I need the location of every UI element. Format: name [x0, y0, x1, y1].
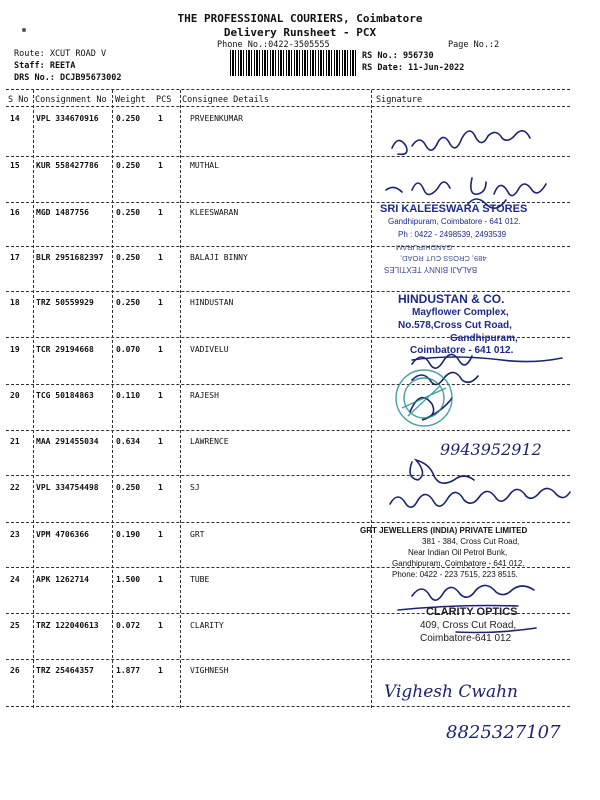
stamp-hindustan-line4: Coimbatore - 641 012.: [410, 345, 514, 356]
stamp-binny-mirrored-1: BALAJI BINNY TEXTILES: [384, 265, 478, 274]
staff-label: Staff: REETA: [14, 61, 76, 71]
stamp-clarity-name: CLARITY OPTICS: [426, 606, 518, 618]
col-consignment: Consignment No: [35, 95, 107, 105]
row-consignee: RAJESH: [190, 391, 219, 400]
signature-scribble: [412, 585, 534, 600]
stamp-hindustan-name: HINDUSTAN & CO.: [398, 292, 505, 306]
row-weight: 0.634: [116, 437, 141, 446]
row-consignee: MUTHAL: [190, 161, 219, 170]
stamp-kaleeswara-name: SRI KALEESWARA STORES: [380, 203, 528, 215]
row-weight: 0.072: [116, 621, 141, 630]
col-sno: S No: [8, 95, 29, 105]
row-consignment: TCR 29194668: [36, 345, 94, 354]
rs-date: RS Date: 11-Jun-2022: [362, 63, 465, 73]
row-sno: 21: [10, 437, 20, 446]
row-consignee: BALAJI BINNY: [190, 253, 248, 262]
row-weight: 1.877: [116, 666, 141, 675]
stamp-grt-line3: Gandhipuram, Coimbatore - 641 012.: [392, 559, 525, 568]
handwritten-name-26: Vighesh Cwahn: [384, 682, 518, 702]
row-pcs: 1: [158, 391, 163, 400]
stamp-binny-mirrored-3: GANDHIPURAM: [396, 243, 453, 252]
row-weight: 0.250: [116, 253, 141, 262]
company-title: THE PROFESSIONAL COURIERS, Coimbatore: [177, 12, 423, 25]
stamp-kaleeswara-address: Gandhipuram, Coimbatore - 641 012.: [388, 217, 521, 226]
signature-scribble: [392, 131, 530, 155]
route-label: Route: XCUT ROAD V: [14, 49, 107, 59]
row-consignee: CLARITY: [190, 621, 224, 630]
stamp-kaleeswara-phone: Ph : 0422 - 2498539, 2493539: [398, 230, 507, 239]
row-consignee: LAWRENCE: [190, 437, 229, 446]
row-sno: 15: [10, 161, 20, 170]
barcode-image: [230, 50, 356, 76]
signature-scribble: [412, 357, 562, 362]
row-consignment: MAA 291455034: [36, 437, 99, 446]
row-weight: 0.250: [116, 161, 141, 170]
drs-number: DRS No.: DCJB95673002: [14, 73, 122, 83]
row-weight: 0.070: [116, 345, 141, 354]
stamp-clarity-line1: 409, Cross Cut Road,: [420, 620, 517, 631]
row-pcs: 1: [158, 621, 163, 630]
row-consignment: TRZ 50559929: [36, 298, 94, 307]
row-pcs: 1: [158, 208, 163, 217]
col-divider: [180, 90, 181, 708]
row-pcs: 1: [158, 253, 163, 262]
row-sno: 14: [10, 114, 20, 123]
signature-scribble: [386, 178, 546, 196]
row-weight: 0.250: [116, 298, 141, 307]
row-consignee: KLEESWARAN: [190, 208, 239, 217]
row-weight: 0.110: [116, 391, 141, 400]
row-pcs: 1: [158, 161, 163, 170]
row-sno: 16: [10, 208, 20, 217]
col-signature: Signature: [376, 95, 423, 105]
stamp-grt-line1: 381 - 384, Cross Cut Road,: [422, 537, 520, 546]
row-weight: 0.250: [116, 483, 141, 492]
row-consignee: PRVEENKUMAR: [190, 114, 243, 123]
handwritten-phone-21: 9943952912: [440, 440, 542, 459]
row-consignment: VPM 4706366: [36, 530, 89, 539]
row-sno: 22: [10, 483, 20, 492]
row-pcs: 1: [158, 575, 163, 584]
row-sno: 24: [10, 575, 20, 584]
row-pcs: 1: [158, 437, 163, 446]
header-rule-bottom: [6, 106, 570, 107]
row-consignment: TRZ 25464357: [36, 666, 94, 675]
runsheet-subtitle: Delivery Runsheet - PCX: [223, 26, 377, 39]
row-consignee: HINDUSTAN: [190, 298, 234, 307]
row-consignee: VADIVELU: [190, 345, 229, 354]
round-seal-icon: [396, 370, 452, 426]
row-consignment: VPL 334754498: [36, 483, 99, 492]
col-consignee: Consignee Details: [182, 95, 269, 105]
row-consignee: SJ: [190, 483, 200, 492]
stamp-clarity-line2: Coimbatore-641 012: [420, 633, 512, 644]
row-sno: 26: [10, 666, 20, 675]
row-sno: 20: [10, 391, 20, 400]
row-consignee: VIGHNESH: [190, 666, 229, 675]
handwritten-phone-26: 8825327107: [446, 722, 561, 743]
stamp-hindustan-line3: Gandhipuram,: [450, 333, 518, 344]
row-weight: 1.500: [116, 575, 141, 584]
row-sno: 19: [10, 345, 20, 354]
row-consignment: MGD 1487756: [36, 208, 89, 217]
row-pcs: 1: [158, 666, 163, 675]
signature-scribble: [390, 488, 570, 507]
row-consignment: TCG 50184863: [36, 391, 94, 400]
row-consignee: TUBE: [190, 575, 210, 584]
stamp-grt-name: GRT JEWELLERS (INDIA) PRIVATE LIMITED: [360, 526, 528, 535]
stamp-grt-line2: Near Indian Oil Petrol Bunk,: [408, 548, 508, 557]
row-pcs: 1: [158, 345, 163, 354]
row-consignee: GRT: [190, 530, 205, 539]
col-divider: [33, 90, 34, 708]
row-pcs: 1: [158, 530, 163, 539]
row-sno: 25: [10, 621, 20, 630]
col-weight: Weight: [115, 95, 146, 105]
row-sno: 18: [10, 298, 20, 307]
row-consignment: BLR 2951682397: [36, 253, 104, 262]
row-consignment: APK 1262714: [36, 575, 89, 584]
row-pcs: 1: [158, 114, 163, 123]
row-consignment: TRZ 122040613: [36, 621, 99, 630]
row-weight: 0.250: [116, 114, 141, 123]
header-rule-top: [6, 89, 570, 90]
page-number: Page No.:2: [448, 40, 500, 50]
stamp-grt-line4: Phone: 0422 - 223 7515, 223 8515.: [392, 570, 518, 579]
phone-number: Phone No.:0422-3505555: [217, 40, 330, 50]
stamp-binny-mirrored-2: 489, CROSS CUT ROAD,: [400, 254, 487, 263]
stamp-hindustan-line2: No.578,Cross Cut Road,: [398, 320, 512, 331]
rs-number: RS No.: 956730: [362, 51, 434, 61]
row-weight: 0.250: [116, 208, 141, 217]
row-sno: 23: [10, 530, 20, 539]
col-divider: [112, 90, 113, 708]
col-pcs: PCS: [156, 95, 172, 105]
row-pcs: 1: [158, 298, 163, 307]
signature-scribble: [410, 460, 474, 483]
stamp-hindustan-line1: Mayflower Complex,: [412, 307, 509, 318]
row-consignment: KUR 558427786: [36, 161, 99, 170]
row-sno: 17: [10, 253, 20, 262]
row-pcs: 1: [158, 483, 163, 492]
row-weight: 0.190: [116, 530, 141, 539]
row-consignment: VPL 334670916: [36, 114, 99, 123]
